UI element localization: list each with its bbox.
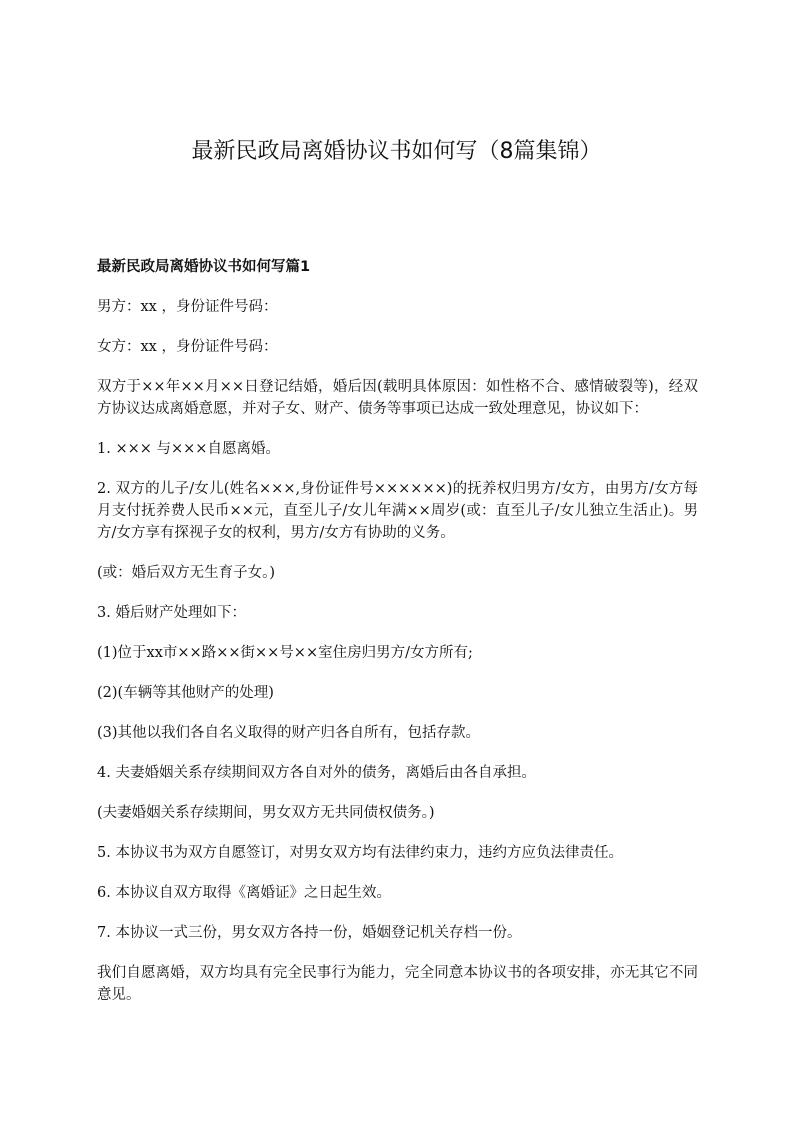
paragraph-clause-3-3: (3)其他以我们各自名义取得的财产归各自所有，包括存款。 xyxy=(97,725,481,741)
paragraph-clause-3-2: (2)(车辆等其他财产的处理) xyxy=(97,685,274,701)
paragraph-clause-1: 1. ××× 与×××自愿离婚。 xyxy=(97,441,280,457)
paragraph-clause-4: 4. 夫妻婚姻关系存续期间双方各自对外的债务，离婚后由各自承担。 xyxy=(97,765,536,781)
paragraph-clause-5: 5. 本协议书为双方自愿签订，对男女双方均有法律约束力，违约方应负法律责任。 xyxy=(97,845,623,861)
paragraph-clause-3-1: (1)位于xx市××路××街××号××室住房归男方/女方所有; xyxy=(97,645,473,661)
paragraph-closing: 我们自愿离婚，双方均具有完全民事行为能力，完全同意本协议书的各项安排，亦无其它不同意见。 xyxy=(97,965,698,1003)
paragraph-intro: 双方于××年××月××日登记结婚，婚后因(载明具体原因：如性格不合、感情破裂等)，经双方协议达成离婚意愿，并对子女、财产、债务等事项已达成一致处理意见，协议如下： xyxy=(97,379,698,417)
paragraph-clause-2-alt: (或：婚后双方无生育子女。) xyxy=(97,565,276,581)
paragraph-female-party: 女方：xx ，身份证件号码： xyxy=(97,339,278,355)
paragraph-male-party: 男方：xx ，身份证件号码： xyxy=(97,299,278,315)
paragraph-clause-2: 2. 双方的儿子/女儿(姓名×××,身份证件号××××××)的抚养权归男方/女方，由男方/女方每月支付抚养费人民币××元，直至儿子/女儿年满××周岁(或：直至儿子/女儿独立生活止)。男方/女方享有探视子女的权利，男方/女方有协助的义务。 xyxy=(97,481,698,541)
document-title: 最新民政局离婚协议书如何写（8篇集锦） xyxy=(191,139,602,164)
paragraph-clause-3: 3. 婚后财产处理如下： xyxy=(97,605,246,621)
document-body xyxy=(97,256,698,1024)
paragraph-clause-6: 6. 本协议自双方取得《离婚证》之日起生效。 xyxy=(97,885,391,901)
section-heading: 最新民政局离婚协议书如何写篇1 xyxy=(97,259,311,275)
paragraph-clause-4-alt: (夫妻婚姻关系存续期间，男女双方无共同债权债务。) xyxy=(97,805,435,821)
paragraph-clause-7: 7. 本协议一式三份，男女双方各持一份，婚姻登记机关存档一份。 xyxy=(97,925,522,941)
